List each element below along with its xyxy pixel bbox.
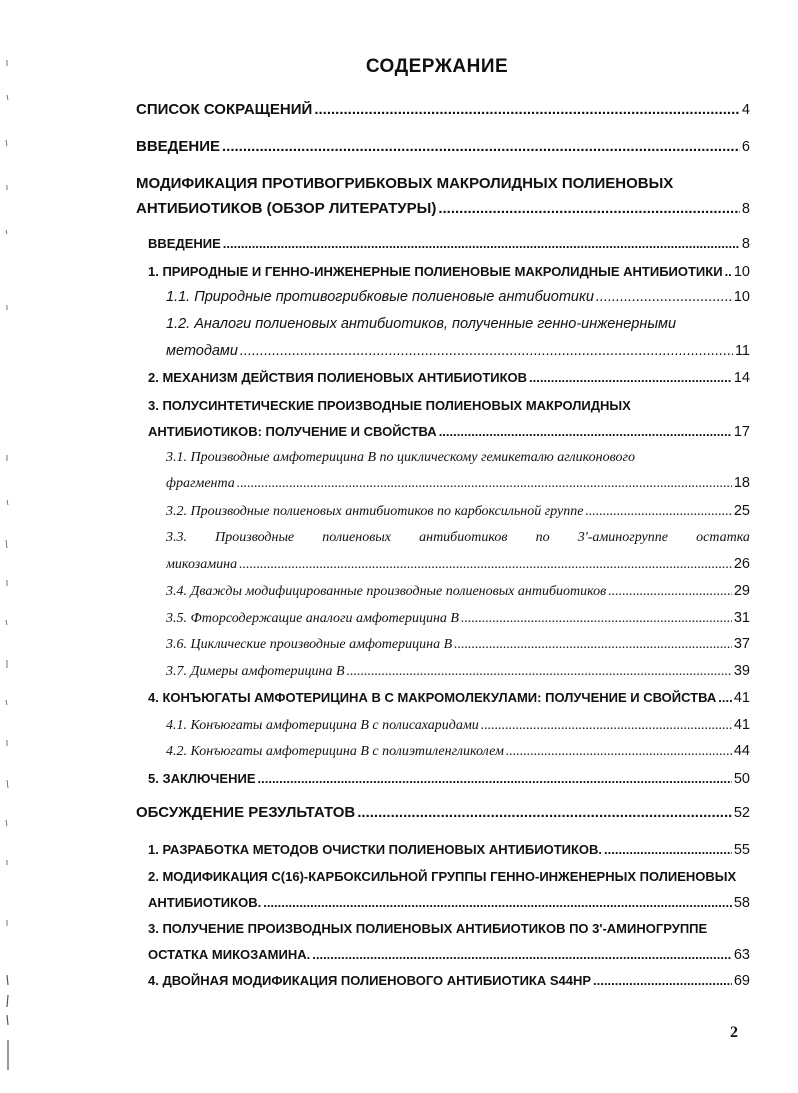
toc-entry-literature-review[interactable]: АНТИБИОТИКОВ (ОБЗОР ЛИТЕРАТУРЫ) ..... 8 — [136, 200, 750, 217]
toc-entry-section-4[interactable]: 4. КОНЪЮГАТЫ АМФОТЕРИЦИНА В С МАКРОМОЛЕКУЛАМИ: ПОЛУЧЕНИЕ И СВОЙСТВА ..... 41 — [148, 690, 750, 706]
toc-entry-discussion-2-line1[interactable]: 2. МОДИФИКАЦИЯ С(16)-КАРБОКСИЛЬНОЙ ГРУППЫ ГЕННО-ИНЖЕНЕРНЫХ ПОЛИЕНОВЫХ — [148, 869, 737, 884]
scan-margin-marks — [0, 0, 14, 1088]
toc-entry-section-3-7[interactable]: 3.7. Димеры амфотерицина В ..... 39 — [166, 663, 750, 680]
toc-entry-section-3-line1[interactable]: 3. ПОЛУСИНТЕТИЧЕСКИЕ ПРОИЗВОДНЫЕ ПОЛИЕНОВЫХ МАКРОЛИДНЫХ — [148, 398, 631, 413]
toc-entry-discussion-3-line1[interactable]: 3. ПОЛУЧЕНИЕ ПРОИЗВОДНЫХ ПОЛИЕНОВЫХ АНТИБИОТИКОВ ПО 3'-АМИНОГРУППЕ — [148, 921, 708, 936]
toc-entry-section-3-3-line1[interactable]: 3.3. Производные полиеновых антибиотиков по 3'-аминогруппе остатка — [166, 530, 750, 545]
toc-entry-section-4-2[interactable]: 4.2. Конъюгаты амфотерицина В с полиэтиленгликолем ..... 44 — [166, 743, 750, 760]
toc-entry-section-3[interactable]: АНТИБИОТИКОВ: ПОЛУЧЕНИЕ И СВОЙСТВА ..... 17 — [148, 424, 750, 440]
toc-entry-abbreviations[interactable]: СПИСОК СОКРАЩЕНИЙ ..... 4 — [136, 101, 750, 118]
toc-entry-discussion-4[interactable]: 4. ДВОЙНАЯ МОДИФИКАЦИЯ ПОЛИЕНОВОГО АНТИБИОТИКА S44HP ..... 69 — [148, 973, 750, 989]
toc-entry-section-5[interactable]: 5. ЗАКЛЮЧЕНИЕ ..... 50 — [148, 771, 750, 787]
toc-entry-discussion-2[interactable]: АНТИБИОТИКОВ. ..... 58 — [148, 895, 750, 911]
toc-entry-section-1-1[interactable]: 1.1. Природные противогрибковые полиеновые антибиотики ..... 10 — [166, 289, 750, 305]
toc-entry-section-3-4[interactable]: 3.4. Дважды модифицированные производные полиеновых антибиотиков ..... 29 — [166, 583, 750, 600]
toc-title: СОДЕРЖАНИЕ — [365, 56, 509, 77]
toc-entry-section-2[interactable]: 2. МЕХАНИЗМ ДЕЙСТВИЯ ПОЛИЕНОВЫХ АНТИБИОТИКОВ ..... 14 — [148, 370, 750, 386]
toc-entry-section-3-2[interactable]: 3.2. Производные полиеновых антибиотиков по карбоксильной группе ..... 25 — [166, 503, 750, 520]
toc-entry-section-1[interactable]: 1. ПРИРОДНЫЕ И ГЕННО-ИНЖЕНЕРНЫЕ ПОЛИЕНОВЫЕ МАКРОЛИДНЫЕ АНТИБИОТИКИ ..... 10 — [148, 264, 750, 280]
toc-entry-discussion-1[interactable]: 1. РАЗРАБОТКА МЕТОДОВ ОЧИСТКИ ПОЛИЕНОВЫХ АНТИБИОТИКОВ. ..... 55 — [148, 842, 750, 858]
toc-entry-introduction[interactable]: ВВЕДЕНИЕ ..... 6 — [136, 138, 750, 155]
toc-entry-section-1-2-line1[interactable]: 1.2. Аналоги полиеновых антибиотиков, полученные генно-инженерными — [166, 316, 677, 332]
toc-entry-discussion[interactable]: ОБСУЖДЕНИЕ РЕЗУЛЬТАТОВ ..... 52 — [136, 804, 750, 821]
page-number: 2 — [730, 1024, 738, 1041]
toc-entry-discussion-3[interactable]: ОСТАТКА МИКОЗАМИНА. ..... 63 — [148, 947, 750, 963]
toc-entry-section-4-1[interactable]: 4.1. Конъюгаты амфотерицина В с полисахаридами ..... 41 — [166, 717, 750, 734]
toc-entry-section-1-2[interactable]: методами ..... 11 — [166, 343, 750, 359]
toc-entry-section-3-5[interactable]: 3.5. Фторсодержащие аналоги амфотерицина В ..... 31 — [166, 610, 750, 627]
toc-entry-section-3-3[interactable]: микозамина ..... 26 — [166, 556, 750, 573]
toc-entry-review-introduction[interactable]: ВВЕДЕНИЕ ..... 8 — [148, 236, 750, 252]
toc-entry-literature-review-line1[interactable]: МОДИФИКАЦИЯ ПРОТИВОГРИБКОВЫХ МАКРОЛИДНЫХ ПОЛИЕНОВЫХ — [136, 175, 674, 192]
toc-entry-section-3-1[interactable]: фрагмента ..... 18 — [166, 475, 750, 492]
toc-entry-section-3-1-line1[interactable]: 3.1. Производные амфотерицина В по циклическому гемикеталю агликонового — [166, 450, 635, 465]
toc-entry-section-3-6[interactable]: 3.6. Циклические производные амфотерицина В ..... 37 — [166, 636, 750, 653]
